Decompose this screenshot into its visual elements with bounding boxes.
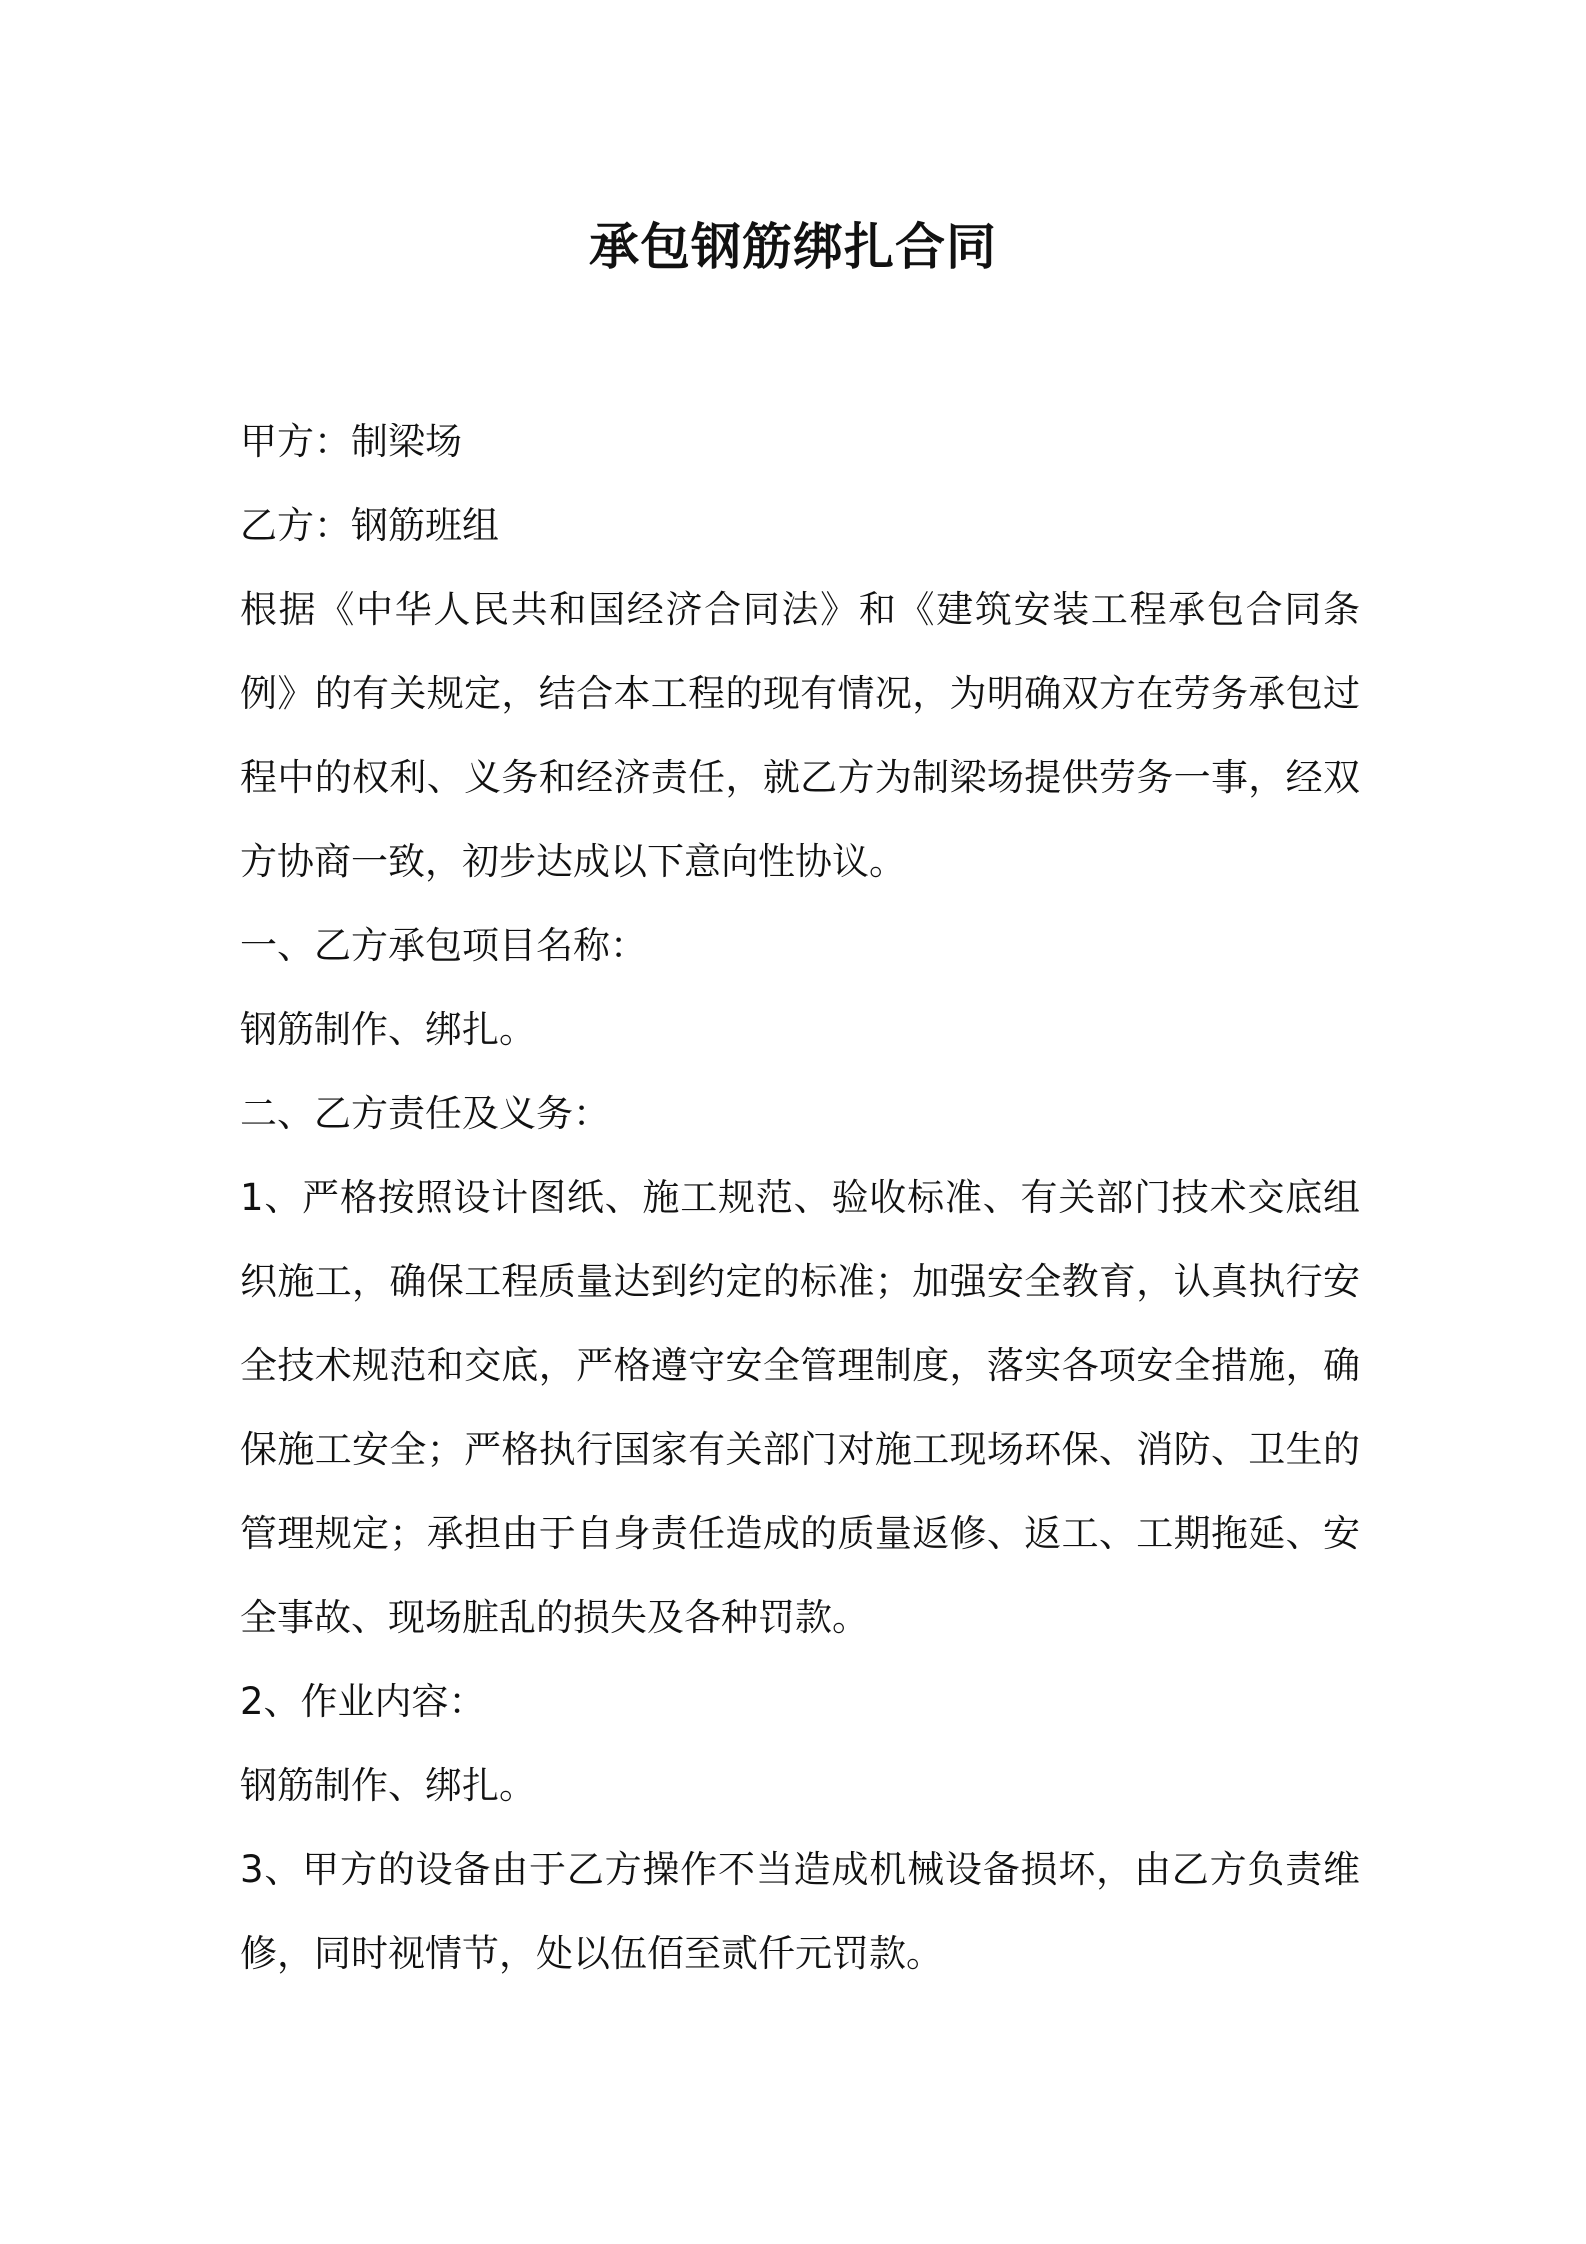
section-heading: 一、乙方承包项目名称： [240,924,647,967]
clause-paragraph: 1、严格按照设计图纸、施工规范、验收标准、有关部门技术交底组织施工，确保工程质量达到约定的标准；加强安全教育，认真执行安全技术规范和交底，严格遵守安全管理制度，落实各项安全措施，确保施工安全；严格执行国家有关部门对施工现场环保、消防、卫生的管理规定；承担由于自身责任造成的质量返修、返工、工期拖延、安全事故、现场脏乱的损失及各种罚款。 [240,1176,1360,1639]
document-body [240,400,1360,1996]
preamble-paragraph: 根据《中华人民共和国经济合同法》和《建筑安装工程承包合同条例》的有关规定，结合本工程的现有情况，为明确双方在劳务承包过程中的权利、义务和经济责任，就乙方为制梁场提供劳务一事，经双方协商一致，初步达成以下意向性协议。 [240,588,1360,883]
body-paragraph: 钢筋制作、绑扎。 [240,1008,536,1051]
party-a-line: 甲方：制梁场 [240,420,462,463]
clause-paragraph: 3、甲方的设备由于乙方操作不当造成机械设备损坏，由乙方负责维修，同时视情节，处以伍佰至贰仟元罚款。 [240,1848,1360,1975]
body-paragraph: 钢筋制作、绑扎。 [240,1764,536,1807]
page-title: 承包钢筋绑扎合同 [589,218,997,276]
section-heading: 二、乙方责任及义务： [240,1092,610,1135]
clause-paragraph: 2、作业内容： [240,1680,486,1723]
party-b-line: 乙方：钢筋班组 [240,504,499,547]
